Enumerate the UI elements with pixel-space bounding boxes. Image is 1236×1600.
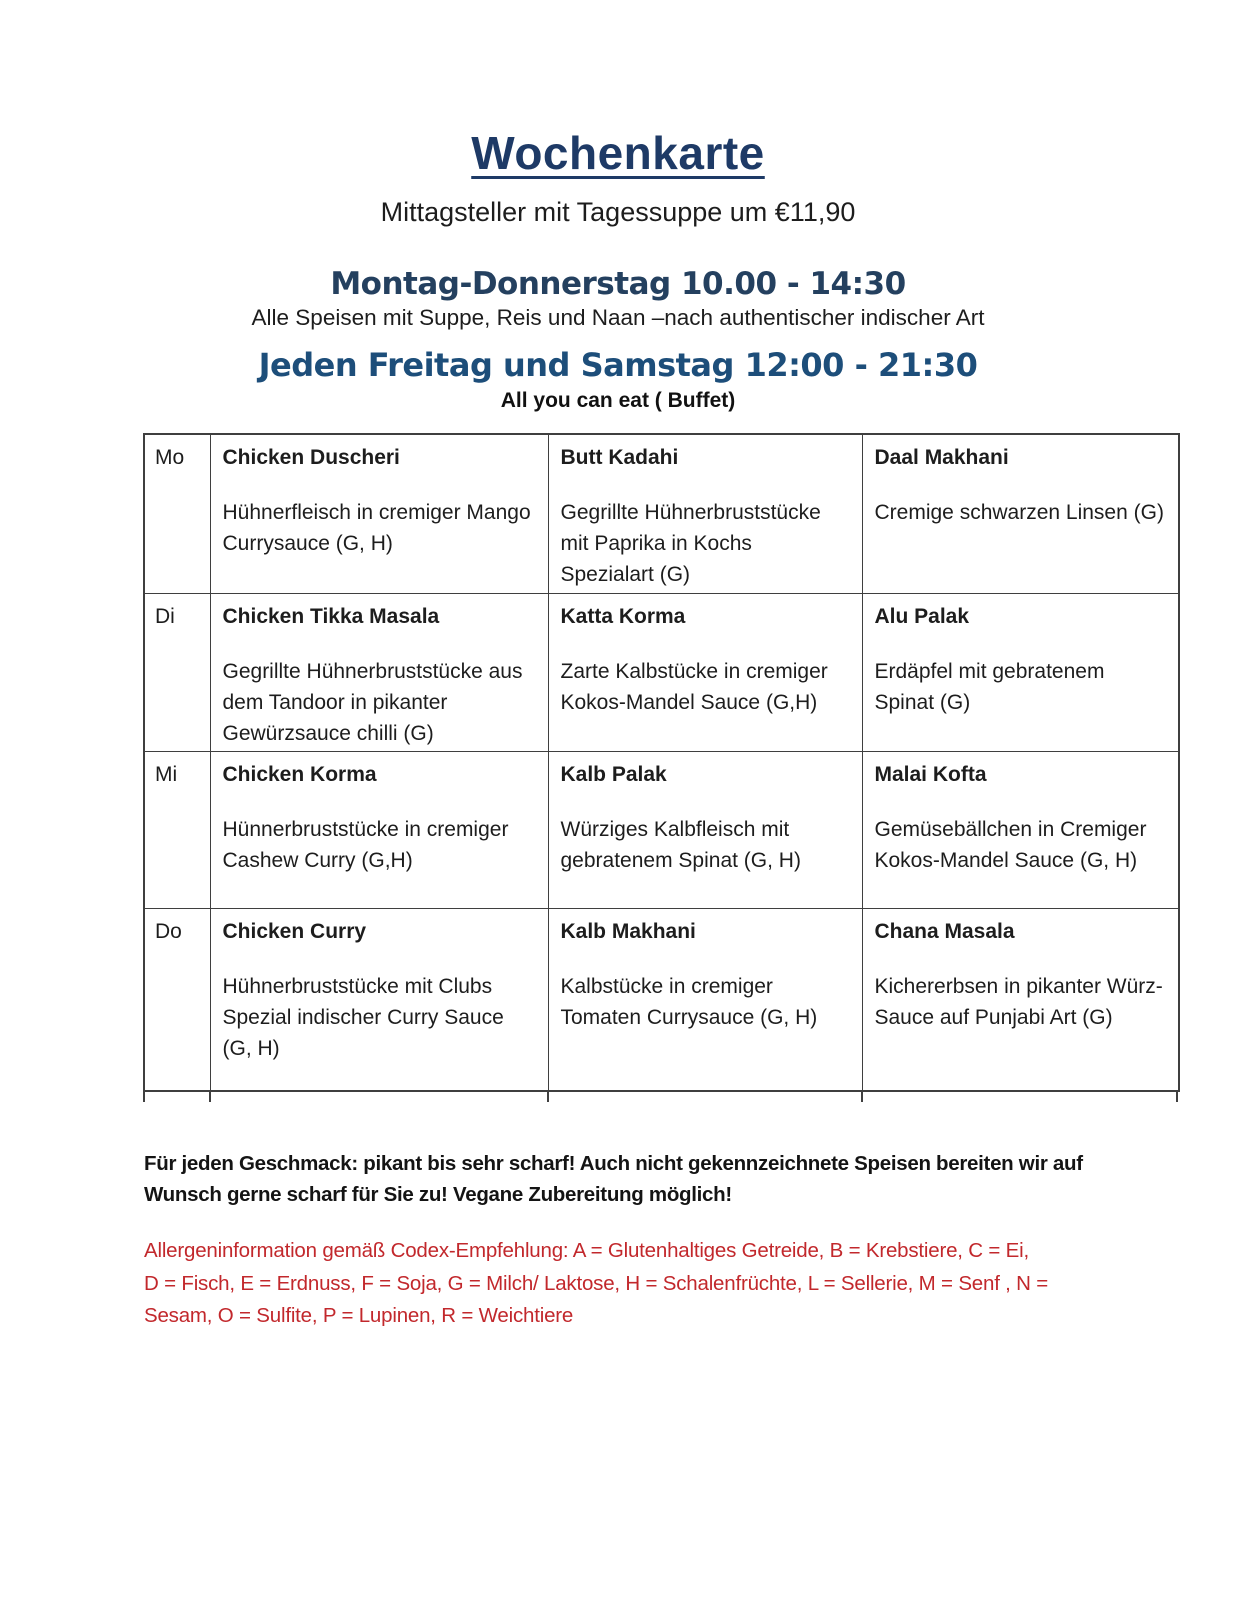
- dish-cell: [210, 908, 548, 1091]
- dish-cell: [210, 593, 548, 751]
- weekly-menu-table: [143, 433, 1180, 1092]
- dish-cell: [210, 751, 548, 908]
- menu-header: [13, 0, 1223, 413]
- dish-description: Würziges Kalbfleisch mit gebratenem Spinat (G, H): [560, 817, 801, 872]
- spiciness-notice: [144, 1148, 1083, 1210]
- dish-cell: [862, 434, 1179, 593]
- weekday-hours-heading: Montag-Donnerstag 10.00 - 14:30: [330, 266, 906, 302]
- lunch-offer-subtitle: Mittagsteller mit Tagessuppe um €11,90: [380, 197, 856, 227]
- notice-line: Wunsch gerne scharf für Sie zu! Vegane Zubereitung möglich!: [144, 1183, 732, 1206]
- dish-cell: [548, 751, 862, 908]
- table-row-tuesday: [144, 593, 1179, 751]
- weekend-hours-heading: Jeden Freitag und Samstag 12:00 - 21:30: [258, 346, 978, 384]
- dish-cell: [862, 751, 1179, 908]
- dish-name: Chana Masala: [874, 919, 1015, 943]
- allergen-line: D = Fisch, E = Erdnuss, F = Soja, G = Milch/ Laktose, H = Schalenfrüchte, L = Sellerie, M = Senf , N =: [144, 1271, 1049, 1295]
- truncated-next-row: [143, 1091, 1178, 1102]
- weekend-hours-note: All you can eat ( Buffet): [500, 389, 736, 412]
- dish-name: Kalb Makhani: [560, 919, 696, 943]
- dish-name: Chicken Korma: [222, 762, 377, 786]
- dish-name: Malai Kofta: [874, 762, 987, 786]
- notice-line: Für jeden Geschmack: pikant bis sehr scharf! Auch nicht gekennzeichnete Speisen bereiten wir auf: [144, 1152, 1083, 1175]
- dish-cell: [548, 908, 862, 1091]
- dish-description: Erdäpfel mit gebratenem Spinat (G): [874, 659, 1105, 714]
- allergen-line: Sesam, O = Sulfite, P = Lupinen, R = Weichtiere: [144, 1304, 574, 1327]
- table-row-monday: [144, 434, 1179, 593]
- dish-description: Kalbstücke in cremiger Tomaten Currysauce (G, H): [560, 974, 818, 1029]
- dish-name: Chicken Tikka Masala: [222, 604, 440, 628]
- day-label: Mo: [144, 434, 210, 593]
- allergen-information: [144, 1235, 1048, 1333]
- dish-cell: [210, 434, 548, 593]
- dish-cell: [548, 593, 862, 751]
- dish-name: Butt Kadahi: [560, 446, 679, 469]
- dish-description: Gegrillte Hühnerbruststücke aus dem Tandoor in pikanter Gewürzsauce chilli (G): [222, 659, 523, 745]
- page-title: Wochenkarte: [471, 127, 765, 179]
- day-label: Do: [144, 908, 210, 1091]
- dish-description: Hühnerbruststücke mit Clubs Spezial indischer Curry Sauce (G, H): [222, 974, 504, 1060]
- dish-name: Chicken Curry: [222, 919, 367, 943]
- day-label: Di: [144, 593, 210, 751]
- dish-description: Hühnerfleisch in cremiger Mango Currysauce (G, H): [222, 501, 531, 555]
- dish-cell: [548, 434, 862, 593]
- dish-description: Hünnerbruststücke in cremiger Cashew Curry (G,H): [222, 817, 509, 872]
- dish-description: Gegrillte Hühnerbruststücke mit Paprika in Kochs Spezialart (G): [560, 501, 821, 586]
- dish-name: Katta Korma: [560, 604, 686, 628]
- dish-description: Kichererbsen in pikanter Würz-Sauce auf Punjabi Art (G): [874, 974, 1163, 1029]
- dish-name: Daal Makhani: [874, 446, 1009, 469]
- day-label: Mi: [144, 751, 210, 908]
- dish-name: Chicken Duscheri: [222, 446, 400, 469]
- weekday-hours-note: Alle Speisen mit Suppe, Reis und Naan –nach authentischer indischer Art: [251, 305, 985, 330]
- dish-cell: [862, 593, 1179, 751]
- dish-name: Alu Palak: [874, 604, 970, 628]
- dish-name: Kalb Palak: [560, 762, 667, 786]
- allergen-line: Allergeninformation gemäß Codex-Empfehlung: A = Glutenhaltiges Getreide, B = Krebstiere, C = Ei,: [144, 1239, 1029, 1262]
- dish-description: Cremige schwarzen Linsen (G): [874, 501, 1164, 524]
- table-row-thursday: [144, 908, 1179, 1091]
- dish-description: Zarte Kalbstücke in cremiger Kokos-Mandel Sauce (G,H): [560, 659, 828, 714]
- table-row-wednesday: [144, 751, 1179, 908]
- dish-description: Gemüsebällchen in Cremiger Kokos-Mandel Sauce (G, H): [874, 817, 1147, 872]
- dish-cell: [862, 908, 1179, 1091]
